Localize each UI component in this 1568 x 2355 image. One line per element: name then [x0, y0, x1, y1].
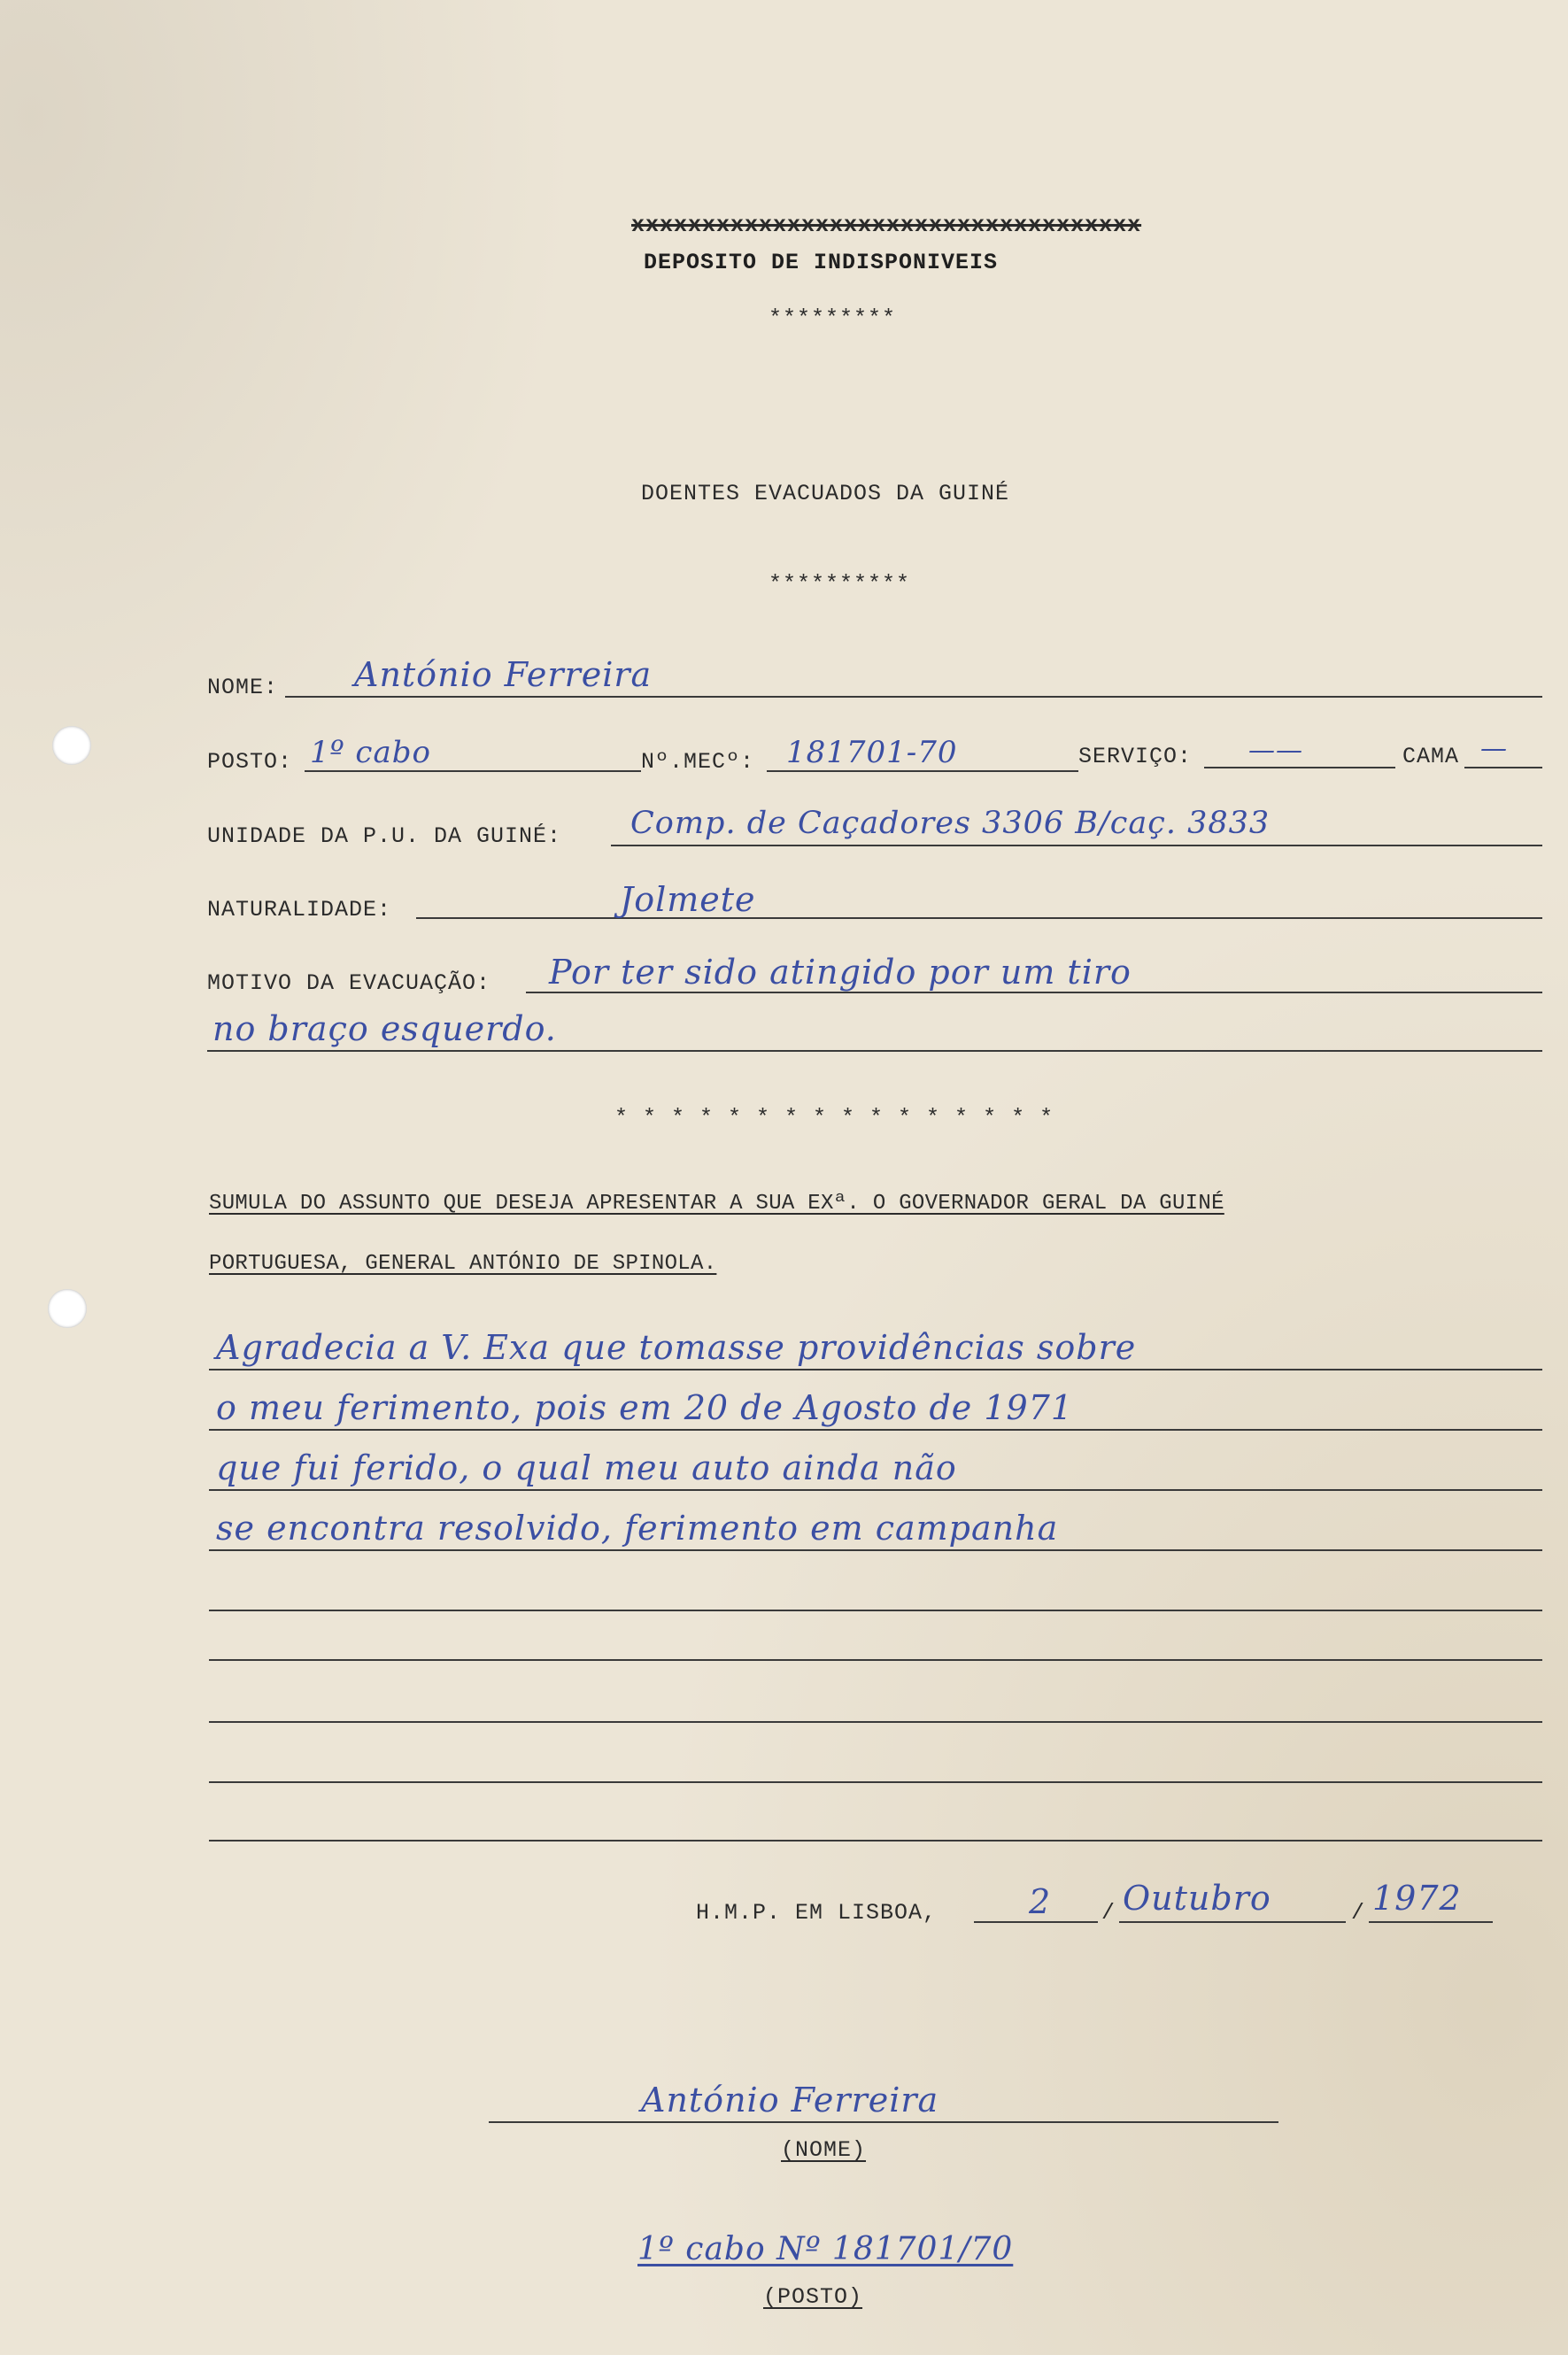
asterisk-separator: * * * * * * * * * * * * * * * * — [614, 1105, 1054, 1131]
posto-line — [305, 770, 641, 772]
unidade-label: UNIDADE DA P.U. DA GUINÉ: — [207, 823, 562, 849]
subject-text-line2: o meu ferimento, pois em 20 de Agosto de 1971 — [216, 1388, 1074, 1427]
signature-name: António Ferreira — [641, 2081, 939, 2120]
posto-label: POSTO: — [207, 749, 293, 775]
subject-text-line1: Agradecia a V. Exa que tomasse providências sobre — [216, 1328, 1137, 1367]
posto-value: 1º cabo — [310, 735, 431, 770]
document-title: DEPOSITO DE INDISPONIVEIS — [644, 250, 999, 275]
blank-line-5 — [209, 1840, 1542, 1842]
signature-posto: 1º cabo Nº 181701/70 — [637, 2231, 1014, 2267]
motivo-value-line2: no braço esquerdo. — [212, 1009, 557, 1048]
signature-posto-caption: (POSTO) — [763, 2284, 863, 2310]
signature-name-caption: (NOME) — [781, 2137, 867, 2163]
naturalidade-value: Jolmete — [620, 880, 756, 919]
subject-line-2 — [209, 1429, 1542, 1431]
blank-line-2 — [209, 1659, 1542, 1661]
servico-value: —— — [1248, 735, 1303, 766]
nome-label: NOME: — [207, 675, 279, 700]
cama-value: — — [1480, 733, 1508, 764]
date-year-line — [1369, 1921, 1493, 1923]
cama-line — [1464, 767, 1542, 768]
nmec-line — [767, 770, 1078, 772]
date-day-line — [974, 1921, 1098, 1923]
date-month-line — [1119, 1921, 1346, 1923]
motivo-label: MOTIVO DA EVACUAÇÃO: — [207, 970, 491, 996]
date-month: Outubro — [1123, 1879, 1271, 1918]
subject-heading-line1: SUMULA DO ASSUNTO QUE DESEJA APRESENTAR A SUA EXª. O GOVERNADOR GERAL DA GUINÉ — [209, 1192, 1224, 1216]
motivo-line-1 — [526, 992, 1542, 993]
signature-name-line — [489, 2121, 1278, 2123]
stars-divider-1: ********* — [769, 305, 897, 331]
subject-heading-line2: PORTUGUESA, GENERAL ANTÓNIO DE SPINOLA. — [209, 1252, 717, 1276]
punch-hole-top — [52, 726, 91, 765]
crossed-out-header: xxxxxxxxxxxxxxxxxxxxxxxxxxxxxxxxxxxx — [631, 212, 1142, 238]
punch-hole-bottom — [48, 1289, 87, 1328]
date-slash-1: / — [1101, 1900, 1116, 1926]
subject-line-4 — [209, 1549, 1542, 1551]
nmec-label: Nº.MECº: — [641, 749, 755, 775]
naturalidade-label: NATURALIDADE: — [207, 897, 392, 923]
subject-text-line3: que fui ferido, o qual meu auto ainda não — [216, 1448, 957, 1487]
blank-line-1 — [209, 1610, 1542, 1611]
blank-line-4 — [209, 1781, 1542, 1783]
nmec-value: 181701-70 — [786, 735, 958, 770]
nome-value: António Ferreira — [354, 655, 653, 694]
unidade-value: Comp. de Caçadores 3306 B/caç. 3833 — [630, 806, 1271, 841]
motivo-value-line1: Por ter sido atingido por um tiro — [549, 953, 1132, 992]
servico-line — [1204, 767, 1395, 768]
subject-text-line4: se encontra resolvido, ferimento em campanha — [216, 1509, 1059, 1548]
date-slash-2: / — [1351, 1900, 1366, 1926]
date-year: 1972 — [1372, 1879, 1462, 1918]
servico-label: SERVIÇO: — [1078, 744, 1193, 769]
naturalidade-line — [416, 917, 1542, 919]
subject-line-3 — [209, 1489, 1542, 1491]
cama-label: CAMA — [1402, 744, 1460, 769]
document-subtitle: DOENTES EVACUADOS DA GUINÉ — [641, 481, 1010, 506]
motivo-line-2 — [207, 1050, 1542, 1052]
nome-line — [285, 696, 1542, 698]
unidade-line — [611, 845, 1542, 846]
stars-divider-2: ********** — [769, 571, 911, 597]
date-label: H.M.P. EM LISBOA, — [696, 1900, 938, 1926]
date-day: 2 — [1029, 1882, 1052, 1921]
blank-line-3 — [209, 1721, 1542, 1723]
subject-line-1 — [209, 1369, 1542, 1371]
